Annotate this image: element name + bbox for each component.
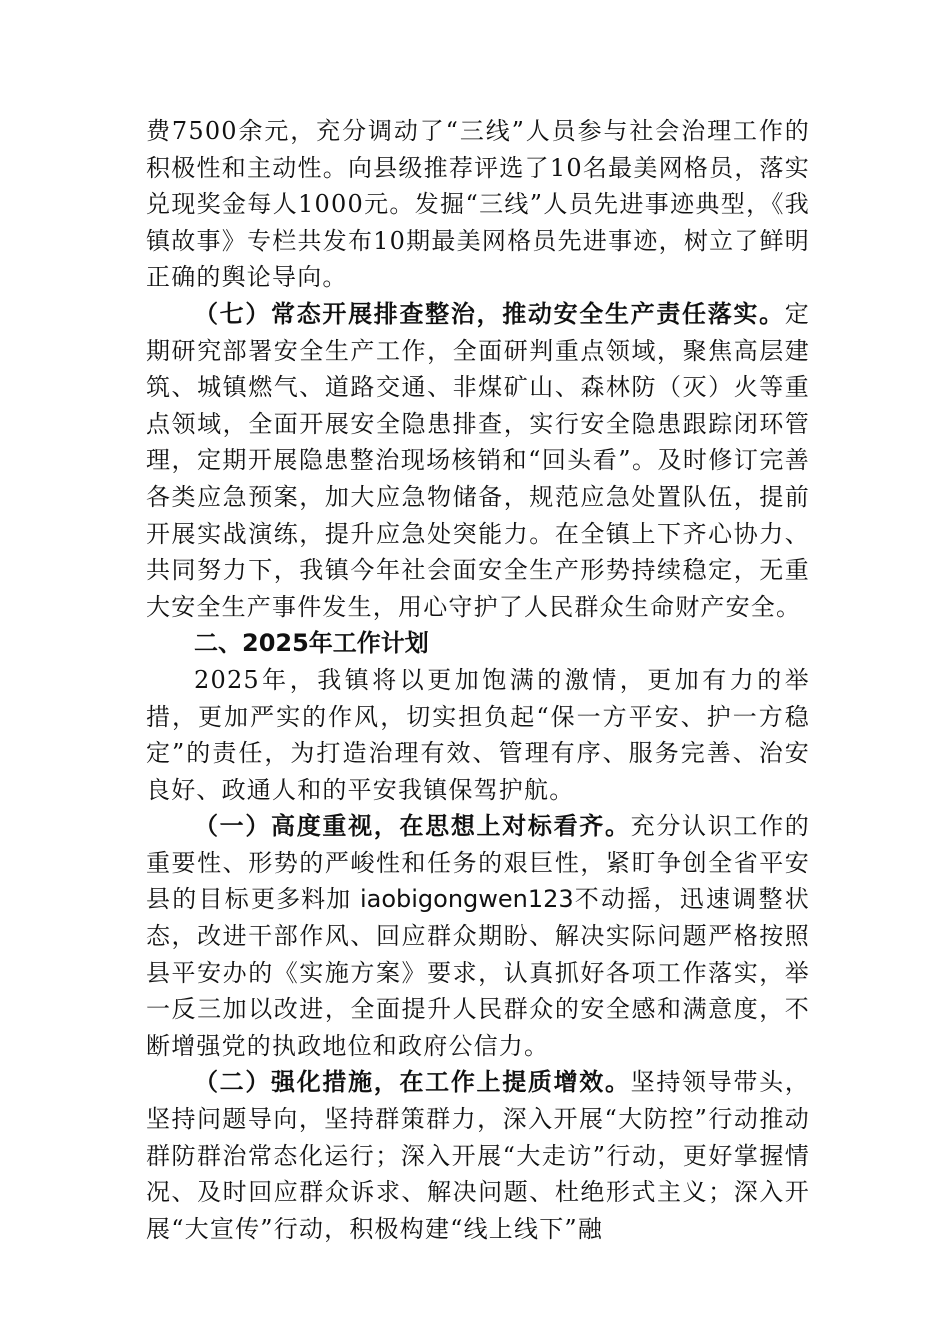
paragraph-heading-seven: （七）常态开展排查整治，推动安全生产责任落实。 <box>194 299 785 328</box>
paragraph-safety-production <box>146 296 810 625</box>
promo-text: 更多料加 iaobigongwen123 <box>251 885 574 914</box>
paragraph-body: 坚持领导带头，坚持问题导向，坚持群策群力，深入开展“大防控”行动推动群防群治常态化运行；深入开展“大走访”行动，更好掌握情况、及时回应群众诉求、解决问题、杜绝形式主义；深入开展“大宣传”行动，积极构建“线上线下”融 <box>146 1068 810 1243</box>
paragraph-body: 不动摇，迅速调整状态，改进干部作风、回应群众期盼、解决实际问题严格按照县平安办的《实施方案》要求，认真抓好各项工作落实，举一反三加以改进，全面提升人民群众的安全感和满意度，不断增强党的执政地位和政府公信力。 <box>146 885 810 1060</box>
section-title: 二、2025年工作计划 <box>194 629 429 658</box>
paragraph-heading-two: （二）强化措施，在工作上提质增效。 <box>194 1068 631 1097</box>
paragraph-measures <box>146 1064 810 1247</box>
paragraph-plan-intro: 2025年，我镇将以更加饱满的激情，更加有力的举措，更加严实的作风，切实担负起“保一方平安、护一方稳定”的责任，为打造治理有效、管理有序、服务完善、治安良好、政通人和的平安我镇保驾护航。 <box>146 665 810 804</box>
paragraph-high-priority <box>146 808 810 1064</box>
paragraph-continued: 费7500余元，充分调动了“三线”人员参与社会治理工作的积极性和主动性。向县级推荐评选了10名最美网格员，落实兑现奖金每人1000元。发掘“三线”人员先进事迹典型，《我镇故事》专栏共发布10期最美网格员先进事迹，树立了鲜明正确的舆论导向。 <box>146 117 810 292</box>
paragraph-heading-one: （一）高度重视，在思想上对标看齐。 <box>194 812 631 841</box>
paragraph-body: 充分认识工作的重要性、形势的严峻性和任务的艰巨性，紧盯争创全省平安县的目标 <box>146 812 810 914</box>
document-page <box>146 113 810 1247</box>
paragraph-body: 定期研究部署安全生产工作，全面研判重点领域，聚焦高层建筑、城镇燃气、道路交通、非煤矿山、森林防（灭）火等重点领域，全面开展安全隐患排查，实行安全隐患跟踪闭环管理，定期开展隐患整治现场核销和“回头看”。及时修订完善各类应急预案，加大应急物储备，规范应急处置队伍，提前开展实战演练，提升应急处突能力。在全镇上下齐心协力、共同努力下，我镇今年社会面安全生产形势持续稳定，无重大安全生产事件发生，用心守护了人民群众生命财产安全。 <box>146 299 810 621</box>
